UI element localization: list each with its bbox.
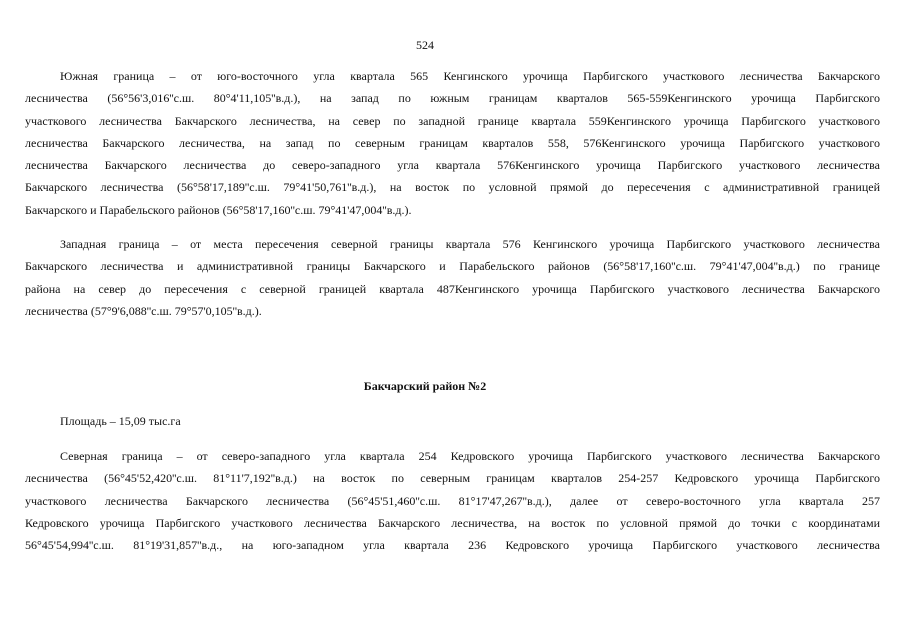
text-line: Бакчарского лесничества и административной границы Бакчарского и Парабельского районов (56°58'17,160''с.ш. 79°41'47,004''в.д.) по границе: [25, 259, 880, 274]
paragraph-west-boundary: [25, 237, 880, 326]
text-line: Бакчарского лесничества (56°58'17,189''с.ш. 79°41'50,761''в.д.), на восток по условной прямой до пересечения с административной границей: [25, 180, 880, 195]
text-line: участкового лесничества Бакчарского лесничества (56°45'51,460''с.ш. 81°17'47,267''в.д.), далее от северо-восточного угла квартала 257: [25, 493, 880, 508]
text-line: лесничества Бакчарского лесничества, на запад по северным границам кварталов 558, 576Кенгинского урочища Парбигского участкового: [25, 135, 880, 150]
text-line: района на север до пересечения с северной границей квартала 487Кенгинского урочища Парбигского участкового лесничества Бакчарского: [25, 281, 880, 296]
text-line: 56°45'54,994''с.ш. 81°19'31,857''в.д., на юго-западном угла квартала 236 Кедровского урочища Парбигского участкового лесничества: [25, 538, 880, 553]
paragraph-north-boundary: [25, 449, 880, 560]
text-line: участкового лесничества Бакчарского лесничества, на север по западной границе квартала 559Кенгинского урочища Парбигского участкового: [25, 113, 880, 128]
page-number: 524: [416, 38, 434, 52]
text-line: Северная граница – от северо-западного угла квартала 254 Кедровского урочища Парбигского участкового лесничества Бакчарского: [60, 449, 880, 463]
area-text: Площадь – 15,09 тыс.га: [60, 414, 181, 428]
text-line: Западная граница – от места пересечения северной границы квартала 576 Кенгинского урочища Парбигского участкового лесничества: [60, 237, 880, 251]
text-line: лесничества (56°45'52,420''с.ш. 81°11'7,192''в.д.) на восток по северным границам кварталов 254-257 Кедровского урочища Парбигского: [25, 471, 880, 486]
paragraph-south-boundary: [25, 69, 880, 225]
text-line: Южная граница – от юго-восточного угла квартала 565 Кенгинского урочища Парбигского участкового лесничества Бакчарского: [60, 69, 880, 83]
text-line: лесничества (57°9'6,088''с.ш. 79°57'0,105''в.д.).: [25, 303, 262, 318]
text-line: Кедровского урочища Парбигского участкового лесничества Бакчарского лесничества, на восток по условной прямой до точки с координатами: [25, 515, 880, 530]
text-line: лесничества (56°56'3,016''с.ш. 80°4'11,105''в.д.), на запад по южным границам кварталов 565-559Кенгинского урочища Парбигского: [25, 91, 880, 106]
section-heading: Бакчарский район №2: [363, 379, 487, 393]
text-line: лесничества Бакчарского лесничества до северо-западного угла квартала 576Кенгинского урочища Парбигского участкового лесничества: [25, 158, 880, 173]
text-line: Бакчарского и Парабельского районов (56°58'17,160''с.ш. 79°41'47,004''в.д.).: [25, 202, 412, 217]
